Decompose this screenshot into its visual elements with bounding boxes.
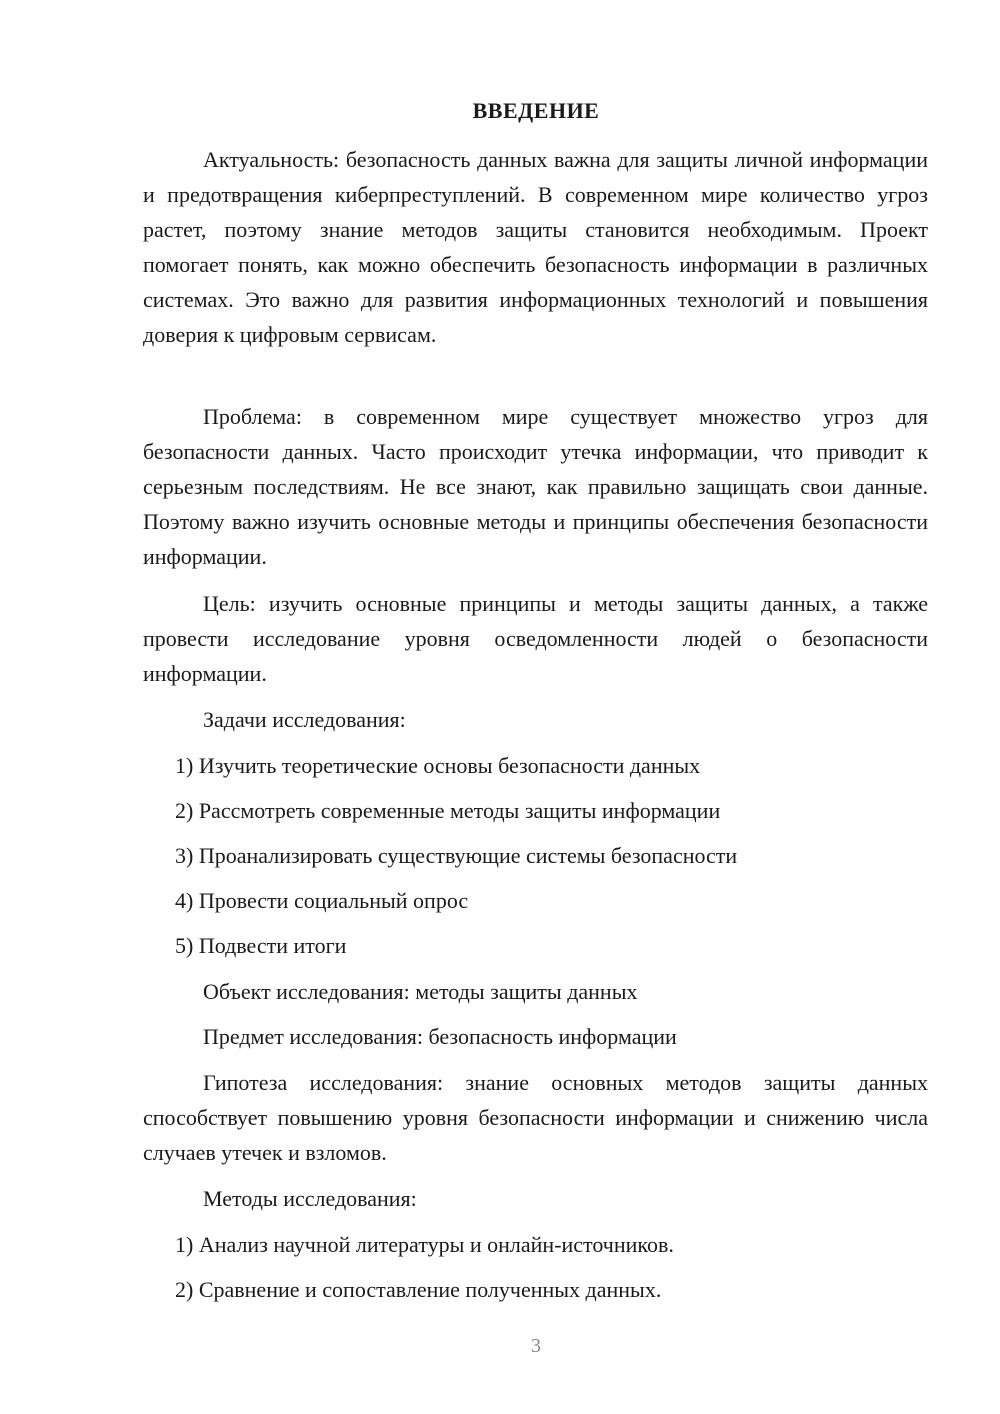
task-item-3: 3) Проанализировать существующие системы безопасности bbox=[175, 843, 738, 868]
page-number: 3 bbox=[531, 1335, 541, 1357]
paragraph-relevance: Актуальность: безопасность данных важна для защиты личной информации и предотвращения киберпреступлений. В современном мире количество угроз растет, поэтому знание методов защиты становится необходимым. Проект помогает понять, как можно обеспечить безопасность информации в различных системах. Это важно для развития информационных технологий и повышения доверия к цифровым сервисам. bbox=[143, 147, 928, 347]
method-item-1: 1) Анализ научной литературы и онлайн-источников. bbox=[175, 1232, 674, 1257]
task-item-1: 1) Изучить теоретические основы безопасности данных bbox=[175, 753, 701, 778]
paragraph-problem: Проблема: в современном мире существует множество угроз для безопасности данных. Часто происходит утечка информации, что приводит к серьезным последствиям. Не все знают, как правильно защищать свои данные. Поэтому важно изучить основные методы и принципы обеспечения безопасности информации. bbox=[143, 404, 928, 569]
paragraph-goal: Цель: изучить основные принципы и методы защиты данных, а также провести исследование уровня осведомленности людей о безопасности информации. bbox=[143, 591, 928, 686]
methods-heading: Методы исследования: bbox=[203, 1186, 417, 1211]
page-title: ВВЕДЕНИЕ bbox=[472, 98, 600, 123]
task-item-5: 5) Подвести итоги bbox=[175, 933, 347, 958]
research-object: Объект исследования: методы защиты данных bbox=[203, 979, 638, 1004]
paragraph-hypothesis: Гипотеза исследования: знание основных методов защиты данных способствует повышению уровня безопасности информации и снижению числа случаев утечек и взломов. bbox=[143, 1070, 928, 1165]
method-item-2: 2) Сравнение и сопоставление полученных данных. bbox=[175, 1277, 662, 1302]
task-item-4: 4) Провести социальный опрос bbox=[175, 888, 469, 913]
tasks-heading: Задачи исследования: bbox=[203, 707, 406, 732]
task-item-2: 2) Рассмотреть современные методы защиты информации bbox=[175, 798, 721, 823]
research-subject: Предмет исследования: безопасность информации bbox=[203, 1024, 677, 1049]
